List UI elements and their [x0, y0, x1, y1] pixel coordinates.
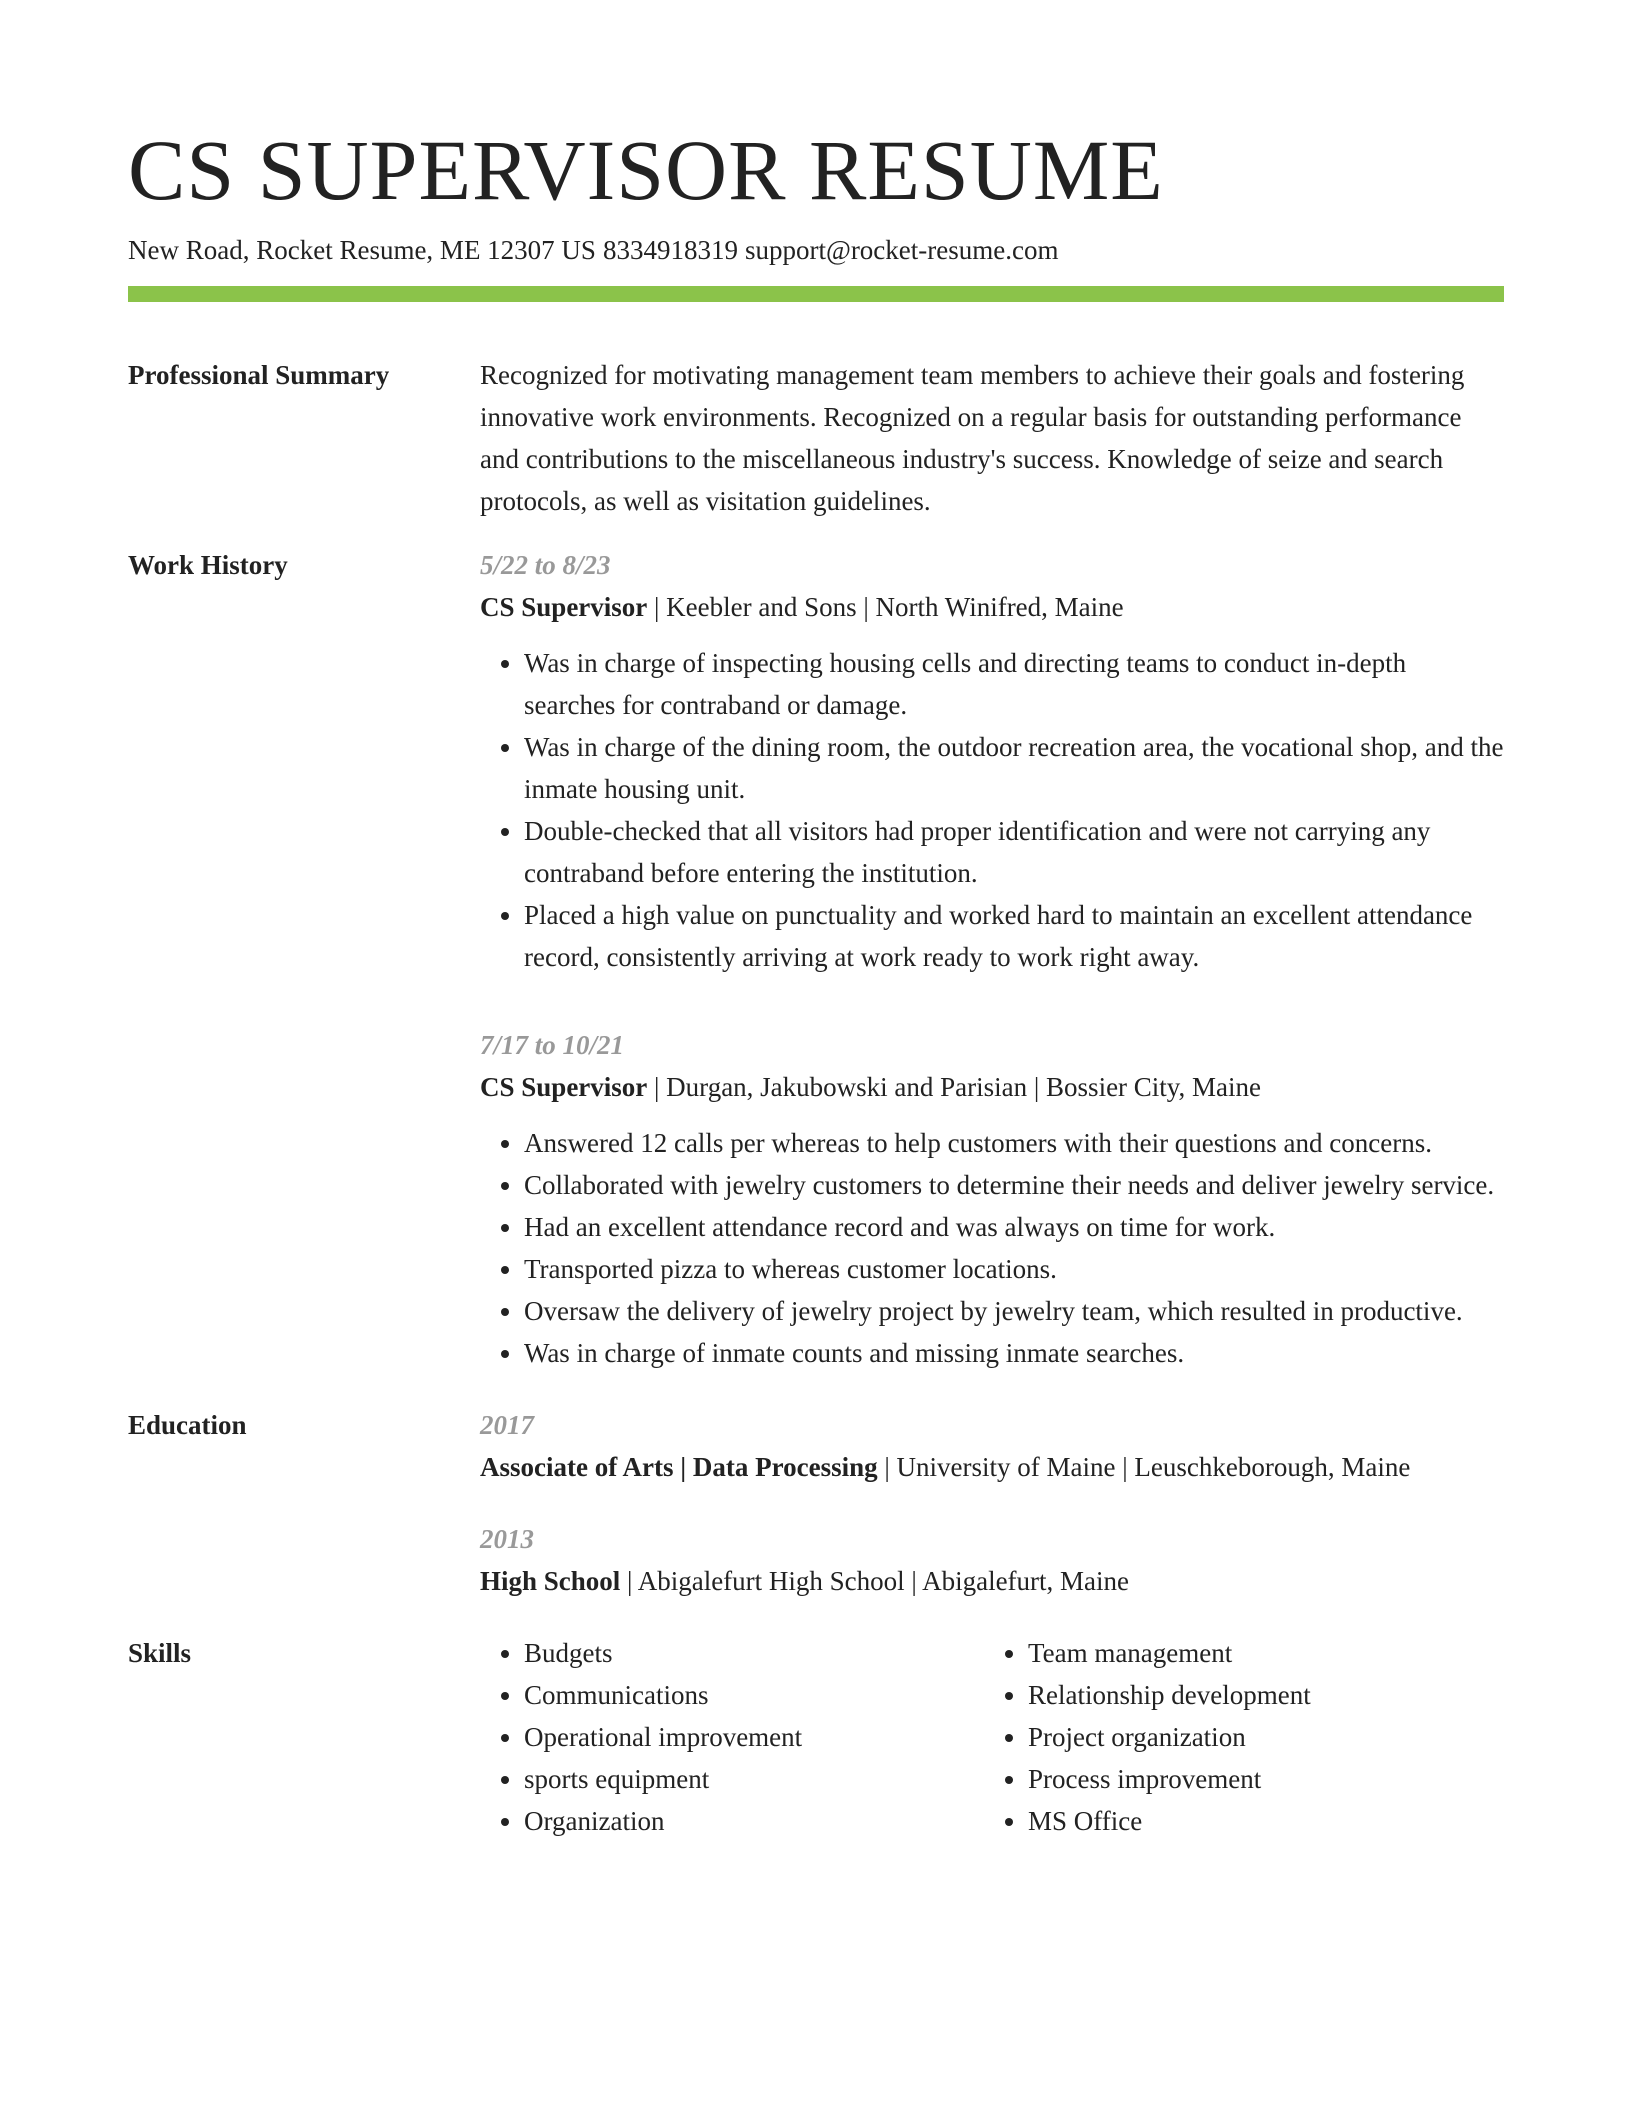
education-details: | University of Maine | Leuschkeborough, Maine	[877, 1452, 1411, 1482]
summary-text: Recognized for motivating management team members to achieve their goals and fostering innovative work environments. Recognized on a regular basis for outstanding performance and contributions to the miscellaneous industry's success. Knowledge of seize and search protocols, as well as visitation guidelines.	[480, 360, 1465, 516]
job-bullet: • Double-checked that all visitors had proper identification and were not carrying any contraband before entering the institution.	[524, 810, 1504, 894]
contact-phone: 8334918319	[602, 235, 738, 265]
education-degree: Associate of Arts | Data Processing	[480, 1452, 878, 1482]
job-dates: 7/17 to 10/21	[480, 1030, 625, 1060]
skill-item: • Organization	[524, 1800, 984, 1842]
job-bullet: • Transported pizza to whereas customer locations.	[524, 1248, 1504, 1290]
skill-item: • Team management	[1028, 1632, 1488, 1674]
job-bullet: • Was in charge of inmate counts and missing inmate searches.	[524, 1332, 1504, 1374]
contact-address: New Road, Rocket Resume, ME 12307 US	[128, 235, 596, 265]
skill-item: • sports equipment	[524, 1758, 984, 1800]
education-year: 2017	[480, 1410, 534, 1440]
job-bullet: • Oversaw the delivery of jewelry project by jewelry team, which resulted in productive.	[524, 1290, 1504, 1332]
education-section	[128, 1404, 1504, 1602]
education-heading	[480, 1446, 1504, 1488]
education-entry	[480, 1518, 1504, 1602]
skills-grid	[480, 1632, 1504, 1842]
skills-list-right	[984, 1632, 1488, 1842]
job-entry	[480, 544, 1504, 978]
job-bullet: • Collaborated with jewelry customers to determine their needs and deliver jewelry service.	[524, 1164, 1504, 1206]
skill-item: • Project organization	[1028, 1716, 1488, 1758]
job-bullet: • Answered 12 calls per whereas to help customers with their questions and concerns.	[524, 1122, 1504, 1164]
job-bullets	[480, 642, 1504, 978]
section-heading-summary: Professional Summary	[128, 360, 390, 390]
job-bullet: • Was in charge of the dining room, the outdoor recreation area, the vocational shop, and the inmate housing unit.	[524, 726, 1504, 810]
section-heading-skills: Skills	[128, 1638, 192, 1668]
education-details: | Abigalefurt High School | Abigalefurt, Maine	[620, 1566, 1130, 1596]
job-details: | Durgan, Jakubowski and Parisian | Bossier City, Maine	[647, 1072, 1262, 1102]
education-entry	[480, 1404, 1504, 1488]
resume-page	[128, 120, 1504, 1842]
contact-email: support@rocket-resume.com	[744, 235, 1059, 265]
section-heading-work-history: Work History	[128, 550, 288, 580]
job-details: | Keebler and Sons | North Winifred, Maine	[647, 592, 1124, 622]
job-heading	[480, 1066, 1504, 1108]
job-title: CS Supervisor	[480, 592, 648, 622]
job-bullets	[480, 1122, 1504, 1374]
skills-list-left	[480, 1632, 984, 1842]
work-history-section	[128, 544, 1504, 1374]
contact-line	[128, 232, 1504, 268]
job-entry	[480, 1024, 1504, 1374]
skill-item: • Relationship development	[1028, 1674, 1488, 1716]
skills-section	[128, 1632, 1504, 1842]
skill-item: • MS Office	[1028, 1800, 1488, 1842]
job-heading	[480, 586, 1504, 628]
resume-title: CS SUPERVISOR RESUME	[128, 122, 1164, 218]
job-bullet: • Placed a high value on punctuality and worked hard to maintain an excellent attendance record, consistently arriving at work ready to work right away.	[524, 894, 1504, 978]
summary-section	[128, 354, 1504, 522]
skill-item: • Operational improvement	[524, 1716, 984, 1758]
job-bullet: • Had an excellent attendance record and was always on time for work.	[524, 1206, 1504, 1248]
education-heading	[480, 1560, 1504, 1602]
education-year: 2013	[480, 1524, 534, 1554]
accent-divider	[128, 286, 1504, 302]
skill-item: • Communications	[524, 1674, 984, 1716]
section-heading-education: Education	[128, 1410, 247, 1440]
job-title: CS Supervisor	[480, 1072, 648, 1102]
education-degree: High School	[480, 1566, 621, 1596]
job-bullet: • Was in charge of inspecting housing cells and directing teams to conduct in-depth searches for contraband or damage.	[524, 642, 1504, 726]
job-dates: 5/22 to 8/23	[480, 550, 611, 580]
skill-item: • Budgets	[524, 1632, 984, 1674]
skill-item: • Process improvement	[1028, 1758, 1488, 1800]
